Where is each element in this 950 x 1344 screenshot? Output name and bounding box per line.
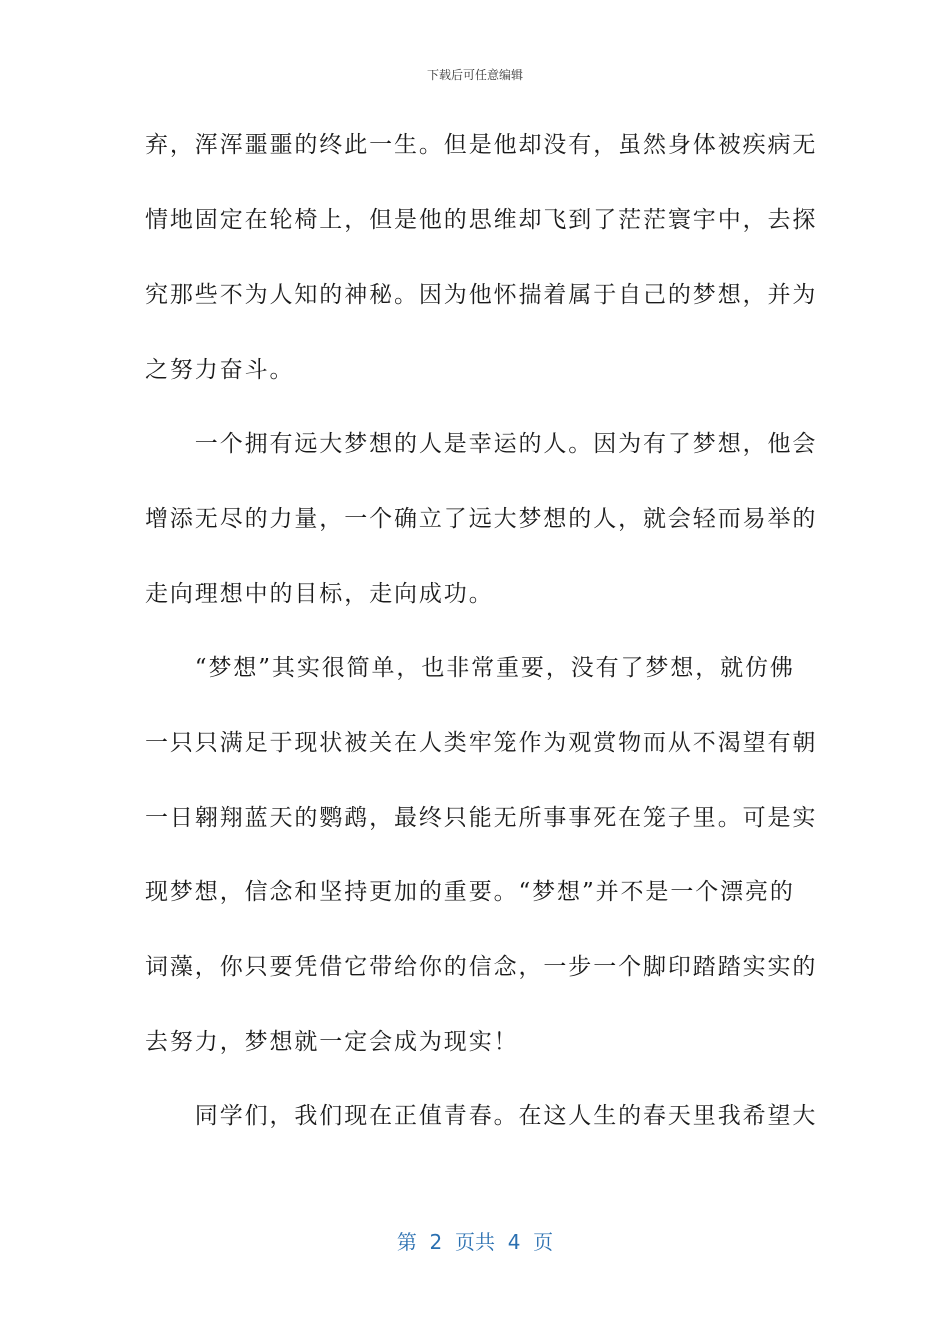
text-line: 增添无尽的力量，一个确立了远大梦想的人，就会轻而易举的 xyxy=(145,506,818,532)
text-line: 同学们，我们现在正值青春。在这人生的春天里我希望大 xyxy=(145,1103,818,1129)
text-line: “梦想”其实很简单，也非常重要，没有了梦想，就仿佛 xyxy=(145,655,795,681)
text-line: 情地固定在轮椅上，但是他的思维却飞到了茫茫寰宇中，去探 xyxy=(145,207,818,233)
text-line: 词藻，你只要凭借它带给你的信念，一步一个脚印踏踏实实的 xyxy=(145,954,818,980)
page-header: 下载后可任意编辑 xyxy=(426,68,523,82)
text-line: 一个拥有远大梦想的人是幸运的人。因为有了梦想，他会 xyxy=(145,431,818,457)
text-line: 弃，浑浑噩噩的终此一生。但是他却没有，虽然身体被疾病无 xyxy=(145,132,818,158)
text-line: 去努力，梦想就一定会成为现实！ xyxy=(145,1029,519,1055)
text-line: 走向理想中的目标，走向成功。 xyxy=(145,581,494,607)
page-number-footer: 第 2 页共 4 页 xyxy=(396,1230,554,1254)
text-line: 一日翱翔蓝天的鹦鹉，最终只能无所事事死在笼子里。可是实 xyxy=(145,805,818,831)
text-line: 之努力奋斗。 xyxy=(145,357,295,383)
text-line: 究那些不为人知的神秘。因为他怀揣着属于自己的梦想，并为 xyxy=(145,282,818,308)
text-line: 现梦想，信念和坚持更加的重要。“梦想”并不是一个漂亮的 xyxy=(145,879,795,905)
text-line: 一只只满足于现状被关在人类牢笼作为观赏物而从不渴望有朝 xyxy=(145,730,818,756)
